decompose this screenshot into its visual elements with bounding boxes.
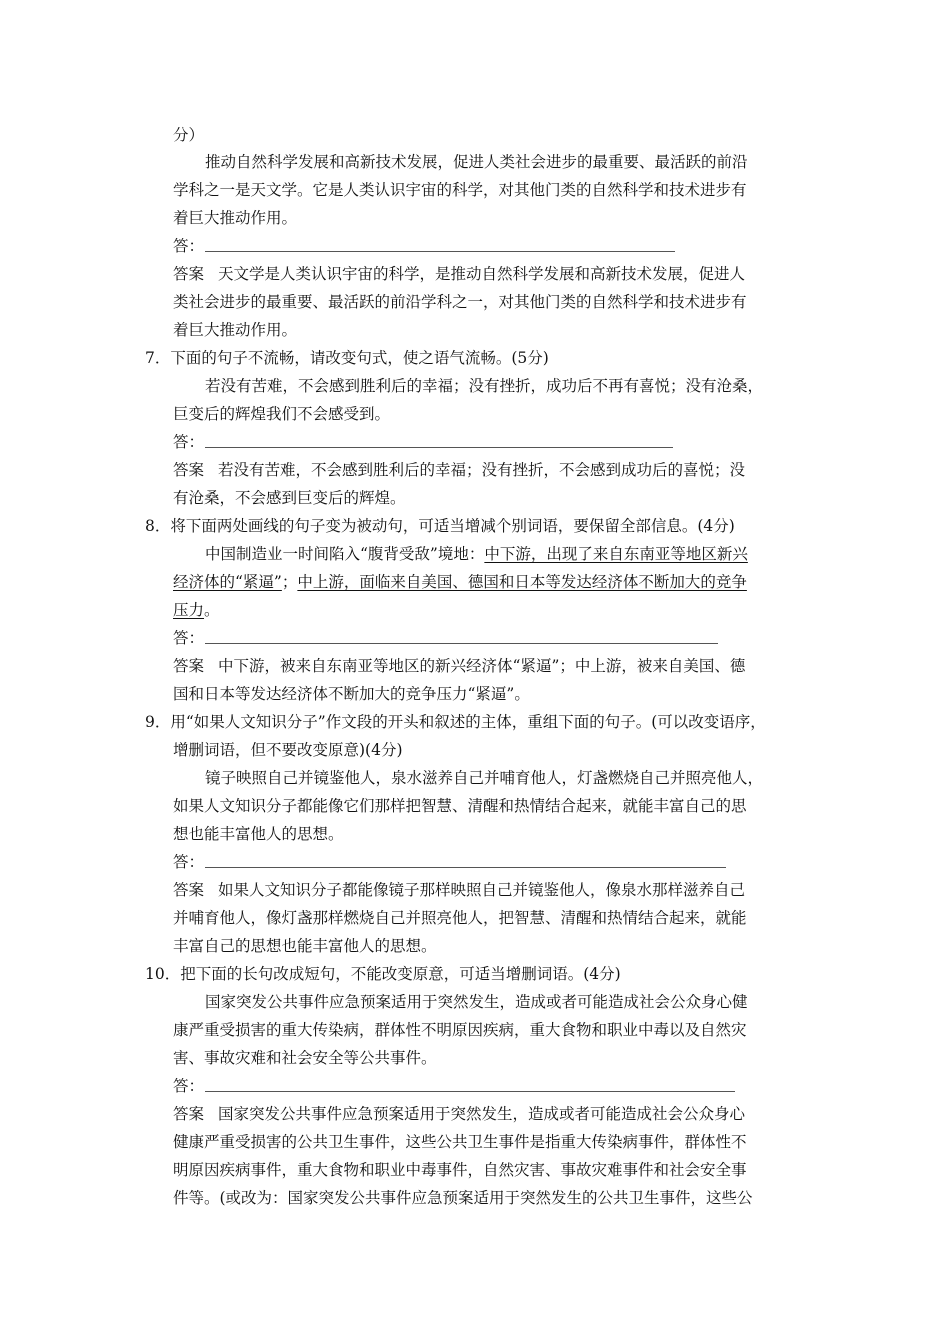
answer-key-text: 国家突发公共事件应急预案适用于突然发生，造成或者可能造成社会公众身心 (218, 1105, 746, 1123)
q7-answer-label: 答： (173, 433, 205, 451)
q10-prompt (145, 964, 621, 984)
q8-passage-text: ； (281, 573, 298, 591)
q9-key-line: 并哺育他人，像灯盏那样燃烧自己并照亮他人，把智慧、清醒和热情结合起来，就能 (173, 909, 747, 927)
q9-passage-line: 镜子映照自己并镜鉴他人，泉水滋养自己并哺育他人，灯盏燃烧自己并照亮他人， (205, 769, 764, 787)
q8-passage-text: 中国制造业一时间陷入“腹背受敌”境地： (205, 545, 485, 563)
answer-key-label: 答案 (173, 881, 205, 899)
answer-key-label: 答案 (173, 1105, 205, 1123)
q10-prompt-text: 把下面的长句改成短句，不能改变原意，可适当增删词语。(4分) (180, 965, 621, 983)
q9-passage-line: 想也能丰富他人的思想。 (173, 825, 344, 843)
q10-passage-line: 康严重受损害的重大传染病，群体性不明原因疾病，重大食物和职业中毒以及自然灾 (173, 1021, 747, 1039)
q9-answer-blank[interactable] (205, 867, 726, 868)
q8-passage-line (205, 544, 748, 564)
q6-answer-blank[interactable] (205, 251, 675, 252)
q8-prompt-text: 将下面两处画线的句子变为被动句，可适当增减个别词语，要保留全部信息。(4分) (170, 517, 735, 535)
answer-key-text: 天文学是人类认识宇宙的科学，是推动自然科学发展和高新技术发展，促进人 (218, 265, 746, 283)
q8-answer-label: 答： (173, 629, 205, 647)
q8-passage-text: 。 (204, 601, 220, 619)
answer-key-text: 若没有苦难，不会感到胜利后的幸福；没有挫折，不会感到成功后的喜悦；没 (218, 461, 746, 479)
q6-passage-line: 着巨大推动作用。 (173, 209, 298, 227)
q8-answer-blank[interactable] (205, 643, 718, 644)
q8-underlined-sentence: 压力 (173, 601, 205, 619)
q6-passage-line: 学科之一是天文学。它是人类认识宇宙的科学，对其他门类的自然科学和技术进步有 (173, 181, 747, 199)
q10-key-line: 健康严重受损害的公共卫生事件，这些公共卫生事件是指重大传染病事件，群体性不 (173, 1133, 747, 1151)
q7-prompt-text: 下面的句子不流畅，请改变句式，使之语气流畅。(5分) (170, 349, 549, 367)
answer-key-label: 答案 (173, 657, 205, 675)
q7-number: 7． (145, 349, 171, 367)
q6-prompt-tail: 分） (173, 126, 205, 144)
q9-key-line: 丰富自己的思想也能丰富他人的思想。 (173, 937, 437, 955)
q8-key-line (173, 656, 745, 676)
q10-key-line (173, 1104, 745, 1124)
q8-underlined-sentence: 经济体的“紧逼” (173, 573, 282, 591)
q8-passage-line (173, 600, 220, 620)
answer-key-label: 答案 (173, 265, 205, 283)
q6-key-line (173, 264, 745, 284)
q6-key-line: 着巨大推动作用。 (173, 321, 298, 339)
q7-passage-line: 若没有苦难，不会感到胜利后的幸福；没有挫折，成功后不再有喜悦；没有沧桑， (205, 377, 764, 395)
q9-prompt-text: 用“如果人文知识分子”作文段的开头和叙述的主体，重组下面的句子。(可以改变语序， (170, 713, 766, 731)
q10-answer-blank[interactable] (205, 1091, 735, 1092)
q6-answer-label: 答： (173, 237, 205, 255)
q7-answer-blank[interactable] (205, 447, 673, 448)
q9-prompt-line: 增删词语，但不要改变原意)(4分) (173, 741, 403, 759)
q9-number: 9． (145, 713, 171, 731)
q7-key-line (173, 460, 745, 480)
q9-key-line (173, 880, 745, 900)
q9-answer-label: 答： (173, 853, 205, 871)
q10-passage-line: 害、事故灾难和社会安全等公共事件。 (173, 1049, 437, 1067)
q7-passage-line: 巨变后的辉煌我们不会感受到。 (173, 405, 391, 423)
q8-number: 8． (145, 517, 171, 535)
q10-passage-line: 国家突发公共事件应急预案适用于突然发生，造成或者可能造成社会公众身心健 (205, 993, 748, 1011)
q10-number: 10． (145, 965, 181, 983)
answer-key-label: 答案 (173, 461, 205, 479)
q10-key-line: 明原因疾病事件，重大食物和职业中毒事件，自然灾害、事故灾难事件和社会安全事 (173, 1161, 747, 1179)
q8-prompt (145, 516, 735, 536)
answer-key-text: 中下游，被来自东南亚等地区的新兴经济体“紧逼”；中上游，被来自美国、德 (218, 657, 746, 675)
q7-key-line: 有沧桑，不会感到巨变后的辉煌。 (173, 489, 406, 507)
q10-key-line: 件等。(或改为：国家突发公共事件应急预案适用于突然发生的公共卫生事件，这些公 (173, 1189, 753, 1207)
q8-underlined-sentence: 中下游，出现了来自东南亚等地区新兴 (484, 545, 748, 563)
q9-prompt (145, 712, 766, 732)
q6-key-line: 类社会进步的最重要、最活跃的前沿学科之一，对其他门类的自然科学和技术进步有 (173, 293, 747, 311)
q8-passage-line (173, 572, 747, 592)
q10-answer-label: 答： (173, 1077, 205, 1095)
q8-key-line: 国和日本等发达经济体不断加大的竞争压力“紧逼”。 (173, 685, 530, 703)
q8-underlined-sentence: 中上游，面临来自美国、德国和日本等发达经济体不断加大的竞争 (297, 573, 747, 591)
answer-key-text: 如果人文知识分子都能像镜子那样映照自己并镜鉴他人，像泉水那样滋养自己 (218, 881, 746, 899)
q9-passage-line: 如果人文知识分子都能像它们那样把智慧、清醒和热情结合起来，就能丰富自己的思 (173, 797, 747, 815)
q6-passage-line: 推动自然科学发展和高新技术发展，促进人类社会进步的最重要、最活跃的前沿 (205, 153, 748, 171)
q7-prompt (145, 348, 549, 368)
